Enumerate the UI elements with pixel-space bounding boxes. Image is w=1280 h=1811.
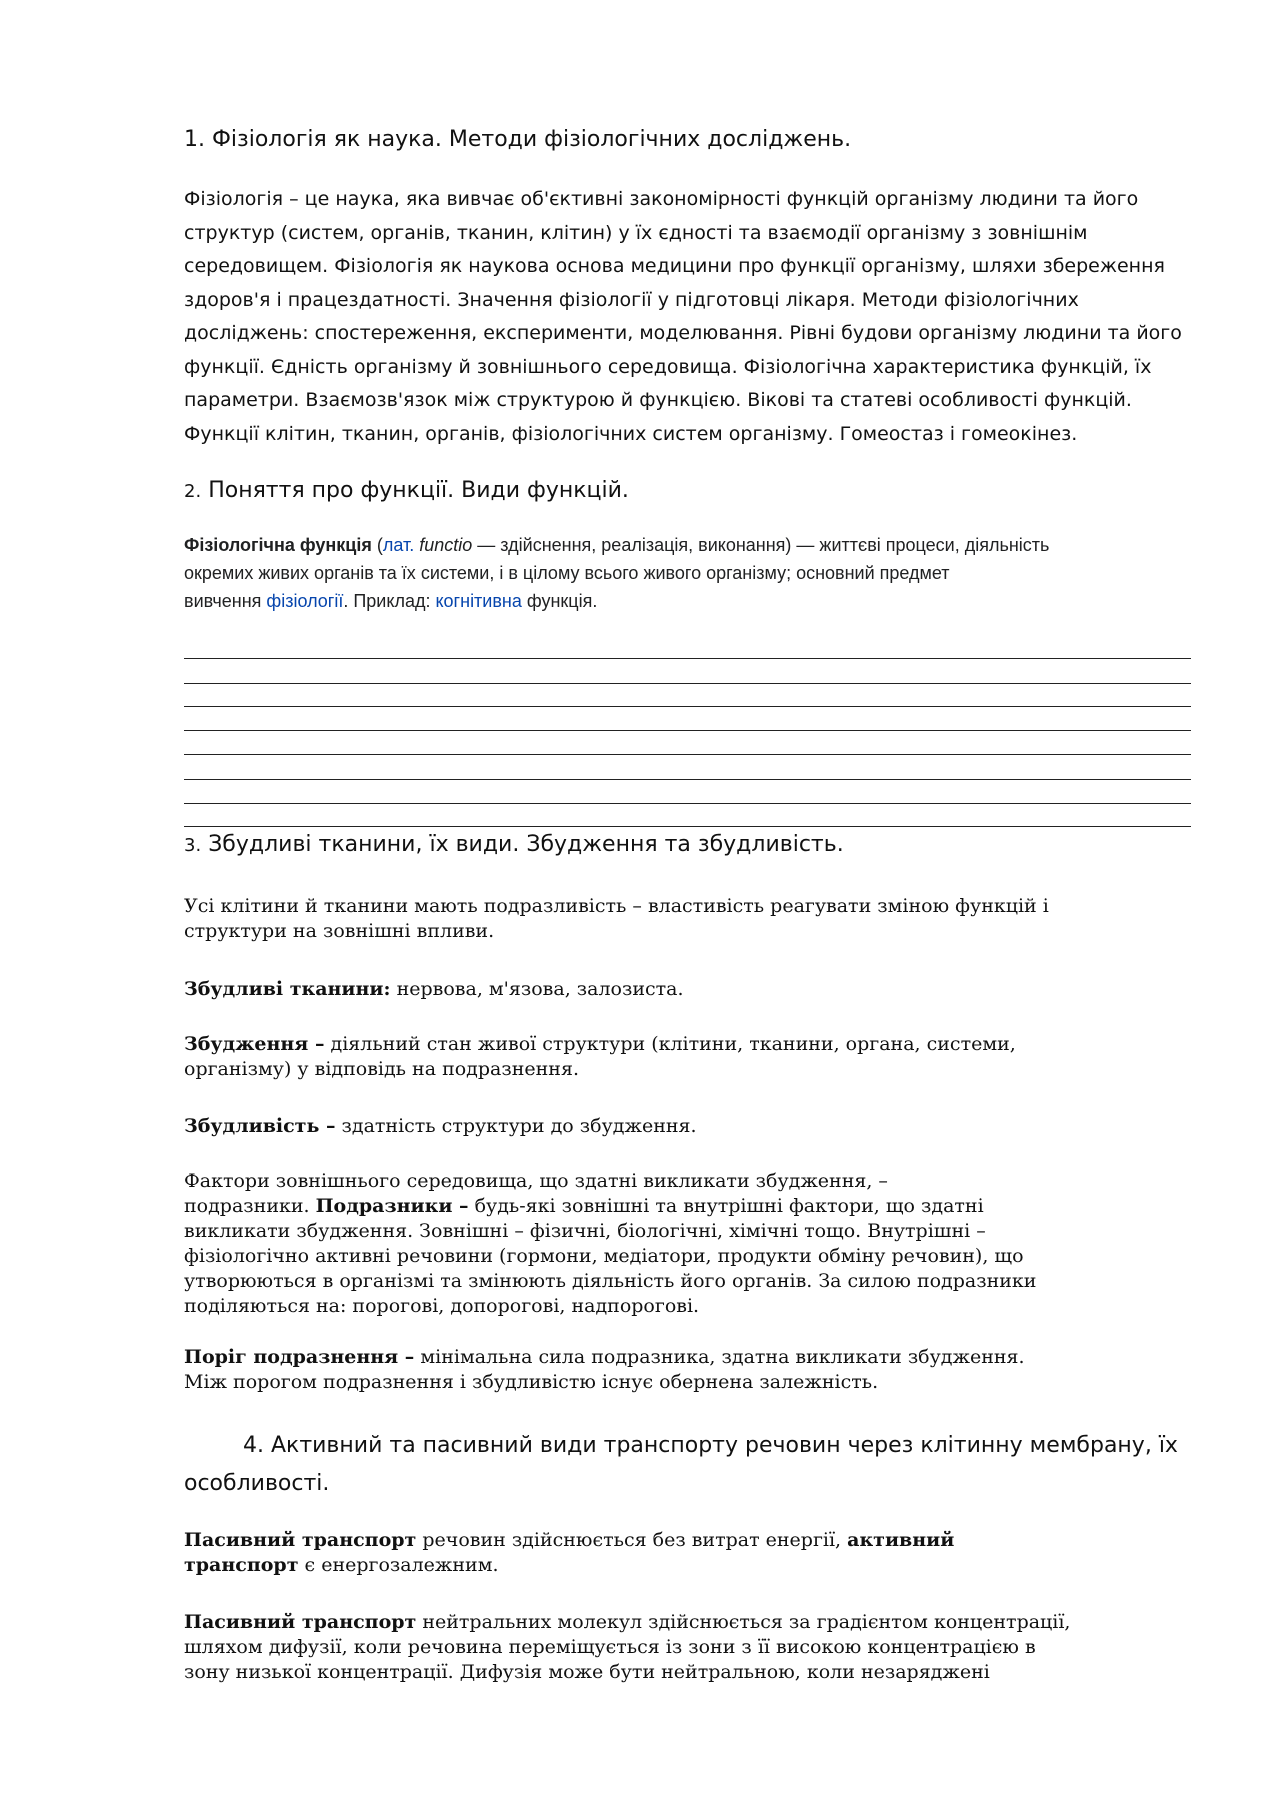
term: Подразники –	[315, 1195, 469, 1217]
term: Пасивний транспорт	[184, 1611, 417, 1633]
transport-types-paragraph	[184, 1528, 1194, 1578]
section-number: 2.	[184, 481, 202, 502]
definition-text: — здійснення, реалізація, виконання) — життєві процеси, діяльність	[472, 535, 1050, 555]
section-3-heading	[184, 829, 844, 862]
paragraph-text: мінімальна сила подразника, здатна викликати збудження.	[414, 1346, 1025, 1368]
function-definition	[184, 531, 1194, 615]
definition-text: функція.	[521, 591, 598, 611]
heading-text: Збудливі тканини, їх види. Збудження та збудливість.	[208, 832, 844, 857]
blank-line	[184, 658, 1191, 659]
paragraph-line: середовищем. Фізіологія як наукова основа медицини про функції організму, шляхи збереження	[184, 255, 1165, 277]
blank-line	[184, 803, 1191, 804]
paragraph-line: структур (систем, органів, тканин, клітин) у їх єдності та взаємодії організму з зовнішнім	[184, 221, 1088, 244]
section-4-heading	[184, 1427, 1194, 1503]
blank-line	[184, 779, 1191, 780]
paragraph-line: структури на зовнішні впливи.	[184, 920, 495, 942]
paragraph-line: здоров'я і працездатності. Значення фізіології у підготовці лікаря. Методи фізіологічних	[184, 288, 1079, 311]
blank-line	[184, 683, 1191, 684]
paragraph-line: утворюються в організмі та змінюють діяльність його органів. За силою подразники	[184, 1270, 1037, 1292]
paragraph-line: Між порогом подразнення і збудливістю існує обернена залежність.	[184, 1371, 879, 1393]
cognitive-link[interactable]: когнітивна	[435, 591, 522, 611]
paragraph-text: здатність структури до збудження.	[335, 1115, 697, 1137]
definition-text: . Приклад:	[343, 591, 436, 611]
heading-line: 4. Активний та пасивний види транспорту речовин через клітинну мембрану, їх	[243, 1433, 1178, 1458]
passive-transport-paragraph	[184, 1610, 1194, 1685]
paragraph-line: Фактори зовнішнього середовища, що здатні викликати збудження, –	[184, 1170, 888, 1192]
paragraph-line: Функції клітин, тканин, органів, фізіологічних систем організму. Гомеостаз і гомеокінез.	[184, 422, 1078, 445]
section-2-heading	[184, 475, 629, 508]
paragraph-line: фізіологічно активні речовини (гормони, медіатори, продукти обміну речовин), що	[184, 1245, 1024, 1267]
irritability-paragraph	[184, 894, 1194, 944]
term: транспорт	[184, 1554, 299, 1576]
paragraph-line: Фізіологія – це наука, яка вивчає об'єктивні закономірності функцій організму людини та його	[184, 188, 1139, 210]
paragraph-text: будь-які зовнішні та внутрішні фактори, що здатні	[468, 1195, 984, 1217]
stimuli-paragraph	[184, 1169, 1194, 1319]
section-number: 3.	[184, 835, 202, 856]
paragraph-text: нейтральних молекул здійснюється за градієнтом концентрації,	[416, 1611, 1071, 1633]
term: Пасивний транспорт	[184, 1529, 417, 1551]
paragraph-text: є енергозалежним.	[298, 1554, 499, 1576]
threshold-paragraph	[184, 1345, 1194, 1395]
blank-line	[184, 826, 1191, 827]
paragraph-text: діяльний стан живої структури (клітини, тканини, органа, системи,	[324, 1033, 1016, 1055]
paragraph-line: шляхом дифузії, коли речовина переміщується із зони з її високою концентрацією в	[184, 1636, 1036, 1658]
term: Збудливі тканини:	[184, 978, 391, 1000]
heading-line: особливості.	[184, 1471, 330, 1496]
paragraph-line: Усі клітини й тканини мають подразливість – властивість реагувати зміною функцій і	[184, 895, 1049, 917]
latin-word: functio	[419, 535, 473, 555]
definition-text: вивчення	[184, 591, 267, 611]
paragraph-text: речовин здійснюється без витрат енергії,	[416, 1529, 848, 1551]
paragraph-line: організму) у відповідь на подразнення.	[184, 1058, 579, 1080]
section-1-paragraph	[184, 183, 1194, 451]
blank-line	[184, 754, 1191, 755]
paragraph-line: функції. Єдність організму й зовнішнього середовища. Фізіологічна характеристика функцій, їх	[184, 355, 1152, 378]
latin-link[interactable]: лат.	[382, 535, 415, 555]
blank-line	[184, 706, 1191, 707]
paragraph-line: досліджень: спостереження, експерименти, моделювання. Рівні будови організму людини та його	[184, 322, 1182, 344]
blank-line	[184, 730, 1191, 731]
paragraph-text: нервова, м'язова, залозиста.	[390, 978, 684, 1000]
excitability-paragraph	[184, 1114, 1194, 1139]
physiology-link[interactable]: фізіології	[266, 591, 344, 611]
term: Поріг подразнення –	[184, 1346, 415, 1368]
term: Збудження –	[184, 1033, 325, 1055]
definition-text: (	[371, 535, 383, 555]
term: Збудливість –	[184, 1115, 336, 1137]
term: активний	[847, 1529, 955, 1551]
section-1-heading: 1. Фізіологія як наука. Методи фізіологічних досліджень.	[184, 127, 852, 152]
definition-term: Фізіологічна функція	[184, 535, 372, 555]
paragraph-line: викликати збудження. Зовнішні – фізичні, біологічні, хімічні тощо. Внутрішні –	[184, 1220, 986, 1242]
paragraph-line: параметри. Взаємозв'язок між структурою й функцією. Вікові та статеві особливості функцій.	[184, 389, 1132, 411]
paragraph-line: поділяються на: порогові, допорогові, надпорогові.	[184, 1295, 700, 1317]
definition-text: окремих живих органів та їх системи, і в цілому всього живого організму; основний предмет	[184, 563, 950, 583]
excitation-paragraph	[184, 1032, 1194, 1082]
paragraph-text: подразники.	[184, 1195, 316, 1217]
paragraph-line: зону низької концентрації. Дифузія може бути нейтральною, коли незаряджені	[184, 1661, 990, 1683]
heading-text: Поняття про функції. Види функцій.	[208, 478, 629, 503]
excitable-tissues-paragraph	[184, 977, 1194, 1002]
